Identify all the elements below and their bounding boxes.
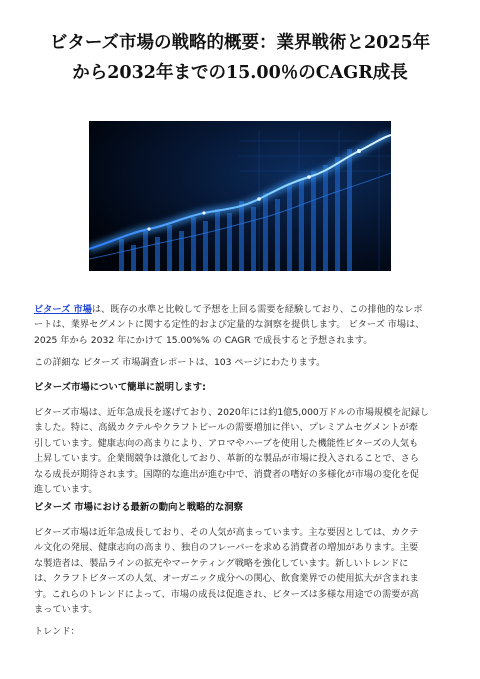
- growth-chart-illustration: [89, 121, 391, 271]
- trends-line-5: す。これらのトレンドによって、市場の成長は促進され、ビターズは多様な用途での需要が高: [34, 588, 419, 600]
- overview-line-1: ビターズ市場は、近年急成長を遂げており、2020年には約1億5,000万ドルの市場規模を記録し: [34, 407, 430, 418]
- trends-paragraph: [34, 525, 448, 617]
- title-line-1: ビターズ市場の戦略的概要：業界戦術と2025年: [49, 33, 431, 53]
- section-heading-overview: ビターズ市場について簡単に説明します:: [34, 382, 206, 393]
- overview-line-6: 進しています。: [34, 484, 98, 496]
- trends-line-4: は、クラフトビターズの人気、オーガニック成分への関心、飲食業界での使用拡大が含まれま: [34, 573, 419, 585]
- hero-image: [89, 121, 391, 271]
- page-title: [28, 28, 452, 88]
- overview-line-3: 引しています。健康志向の高まりにより、アロマやハーブを使用した機能性ビターズの人気も: [34, 437, 419, 449]
- trends-line-6: まっています。: [34, 604, 98, 616]
- intro-line-1: は、既存の水準と比較して予想を上回る需要を経験しており、この排他的なレポ: [91, 304, 423, 315]
- section-heading-trends: ビターズ 市場における最新の動向と戦略的な洞察: [34, 502, 244, 513]
- overview-paragraph: [34, 405, 448, 497]
- trends-label: トレンド：: [34, 626, 80, 637]
- overview-line-5: なる成長が期待されます。国際的な進出が進む中で、消費者の嗜好の多様化が市場の変化を促: [34, 468, 419, 480]
- market-link[interactable]: ビターズ 市場: [34, 304, 92, 315]
- intro-line-3: 2025 年から 2032 年にかけて 15.00%% の CAGR で成長すると予想されます。: [34, 334, 373, 346]
- trends-line-2: ル文化の発展、健康志向の高まり、独自のフレーバーを求める消費者の増加があります。主要: [34, 542, 419, 554]
- trends-line-1: ビターズ市場は近年急成長しており、その人気が高まっています。主な要因としては、カクテ: [34, 527, 419, 538]
- overview-line-2: ました。特に、高級カクテルやクラフトビールの需要増加に伴い、プレミアムセグメントが牽: [34, 422, 418, 434]
- title-line-2: から2032年までの15.00％のCAGR成長: [72, 63, 408, 83]
- trends-line-3: な製造者は、製品ラインの拡充やマーケティング戦略を強化しています。新しいトレンドに: [34, 557, 409, 569]
- overview-line-4: 上昇しています。企業間競争は激化しており、革新的な製品が市場に投入されることで、さら: [34, 453, 419, 465]
- intro-paragraph: [34, 302, 448, 348]
- page-count-line: この詳細な ビターズ 市場調査レポートは、103 ページにわたります。: [34, 357, 326, 368]
- intro-line-2: ートは、業界セグメントに関する定性的および定量的な洞察を提供します。 ビターズ 市場は、: [34, 319, 425, 331]
